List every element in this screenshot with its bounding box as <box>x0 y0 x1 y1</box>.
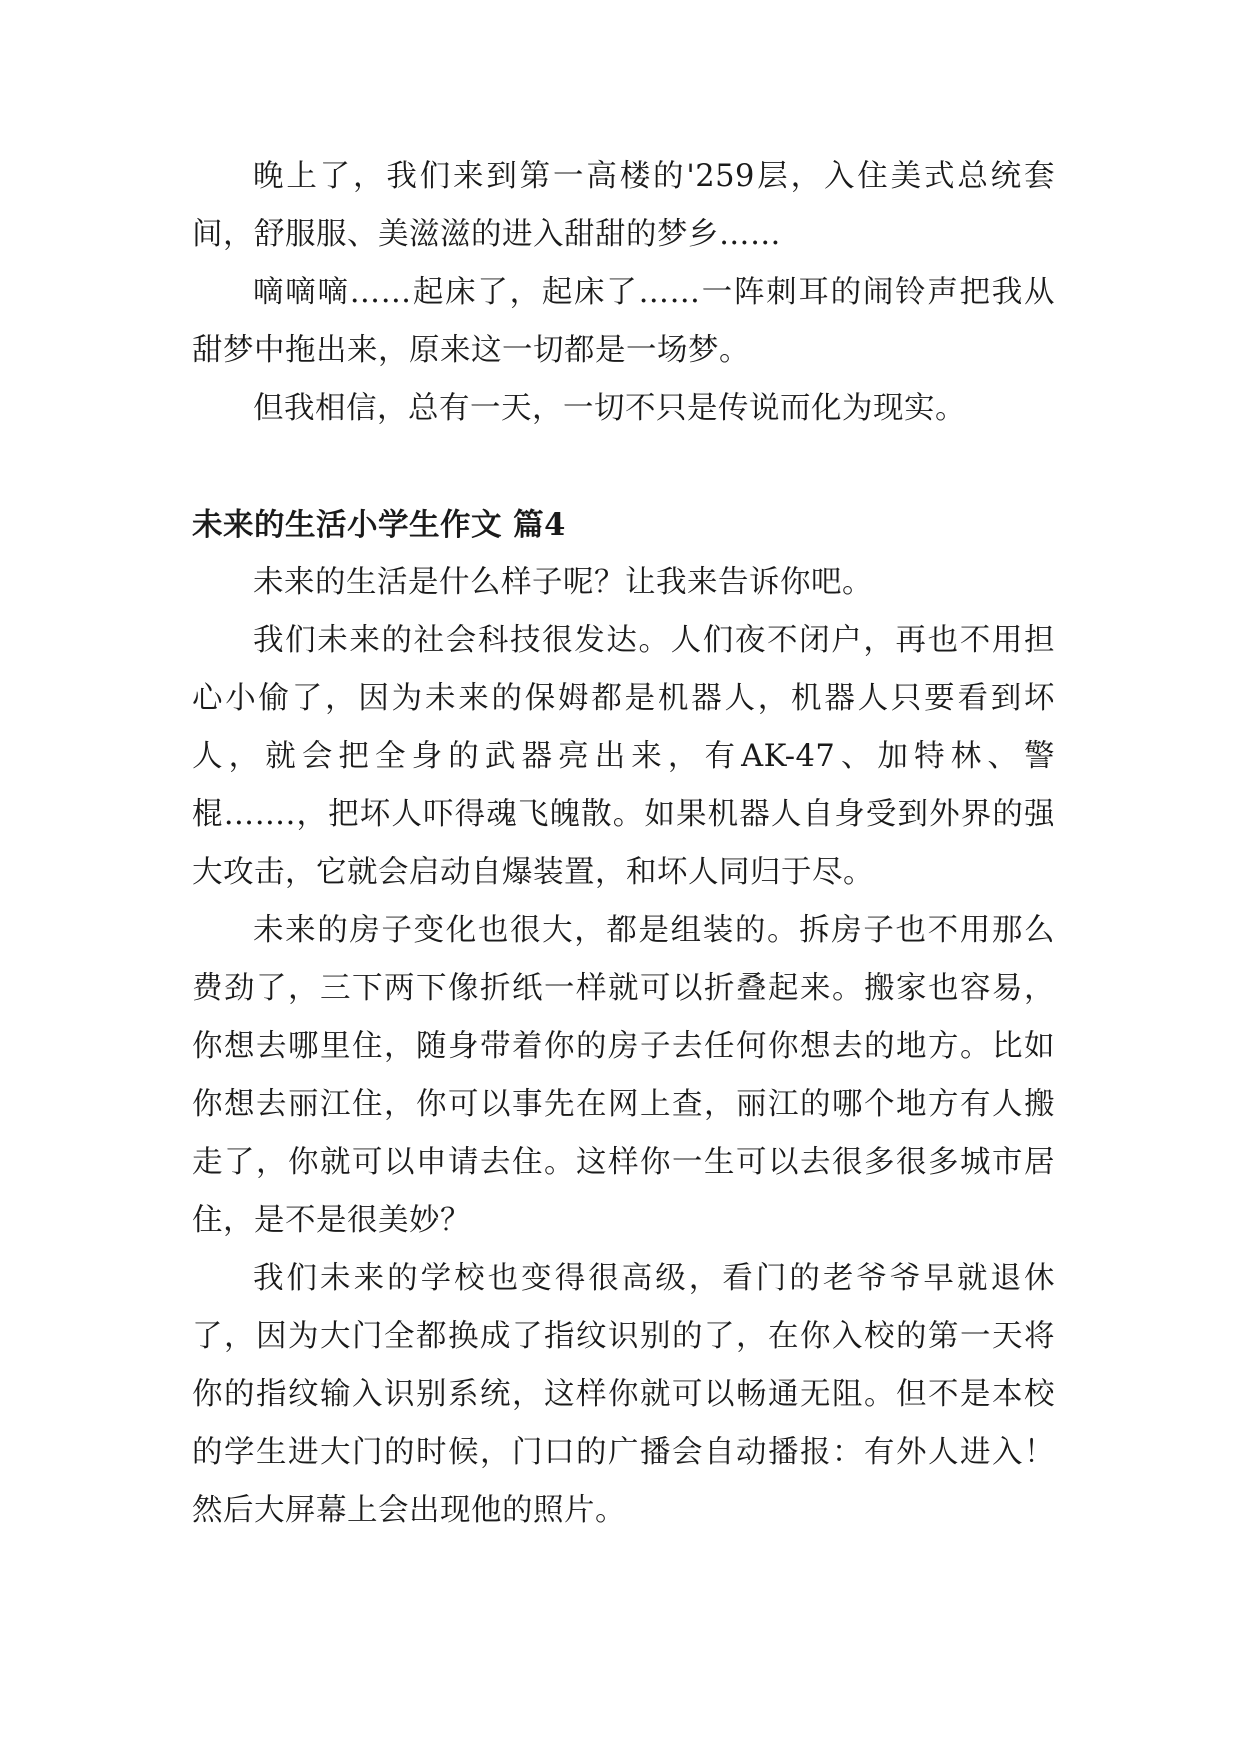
paragraph-question: 未来的生活是什么样子呢？让我来告诉你吧。 <box>253 565 873 600</box>
paragraph-hotel-night: 晚上了，我们来到第一高楼的'259层，入住美式总统套间，舒服服、美滋滋的进入甜甜的梦乡…… <box>192 159 1055 252</box>
paragraph-houses: 未来的房子变化也很大，都是组装的。拆房子也不用那么费劲了，三下两下像折纸一样就可以折叠起来。搬家也容易，你想去哪里住，随身带着你的房子去任何你想去的地方。比如你想去丽江住，你可以事先在网上查，丽江的哪个地方有人搬走了，你就可以申请去住。这样你一生可以去很多很多城市居住，是不是很美妙？ <box>192 913 1055 1238</box>
paragraph-school: 我们未来的学校也变得很高级，看门的老爷爷早就退休了，因为大门全都换成了指纹识别的了，在你入校的第一天将你的指纹输入识别系统，这样你就可以畅通无阻。但不是本校的学生进大门的时候，门口的广播会自动播报：有外人进入！然后大屏幕上会出现他的照片。 <box>192 1261 1055 1528</box>
paragraph-belief: 但我相信，总有一天，一切不只是传说而化为现实。 <box>253 391 966 426</box>
paragraph-technology: 我们未来的社会科技很发达。人们夜不闭户，再也不用担心小偷了，因为未来的保姆都是机器人，机器人只要看到坏人，就会把全身的武器亮出来，有AK-47、加特林、警棍…….，把坏人吓得魂飞魄散。如果机器人自身受到外界的强大攻击，它就会启动自爆装置，和坏人同归于尽。 <box>192 623 1055 890</box>
section-heading: 未来的生活小学生作文 篇4 <box>192 507 566 543</box>
paragraph-alarm-clock: 嘀嘀嘀……起床了，起床了……一阵刺耳的闹铃声把我从甜梦中拖出来，原来这一切都是一场梦。 <box>192 275 1055 368</box>
